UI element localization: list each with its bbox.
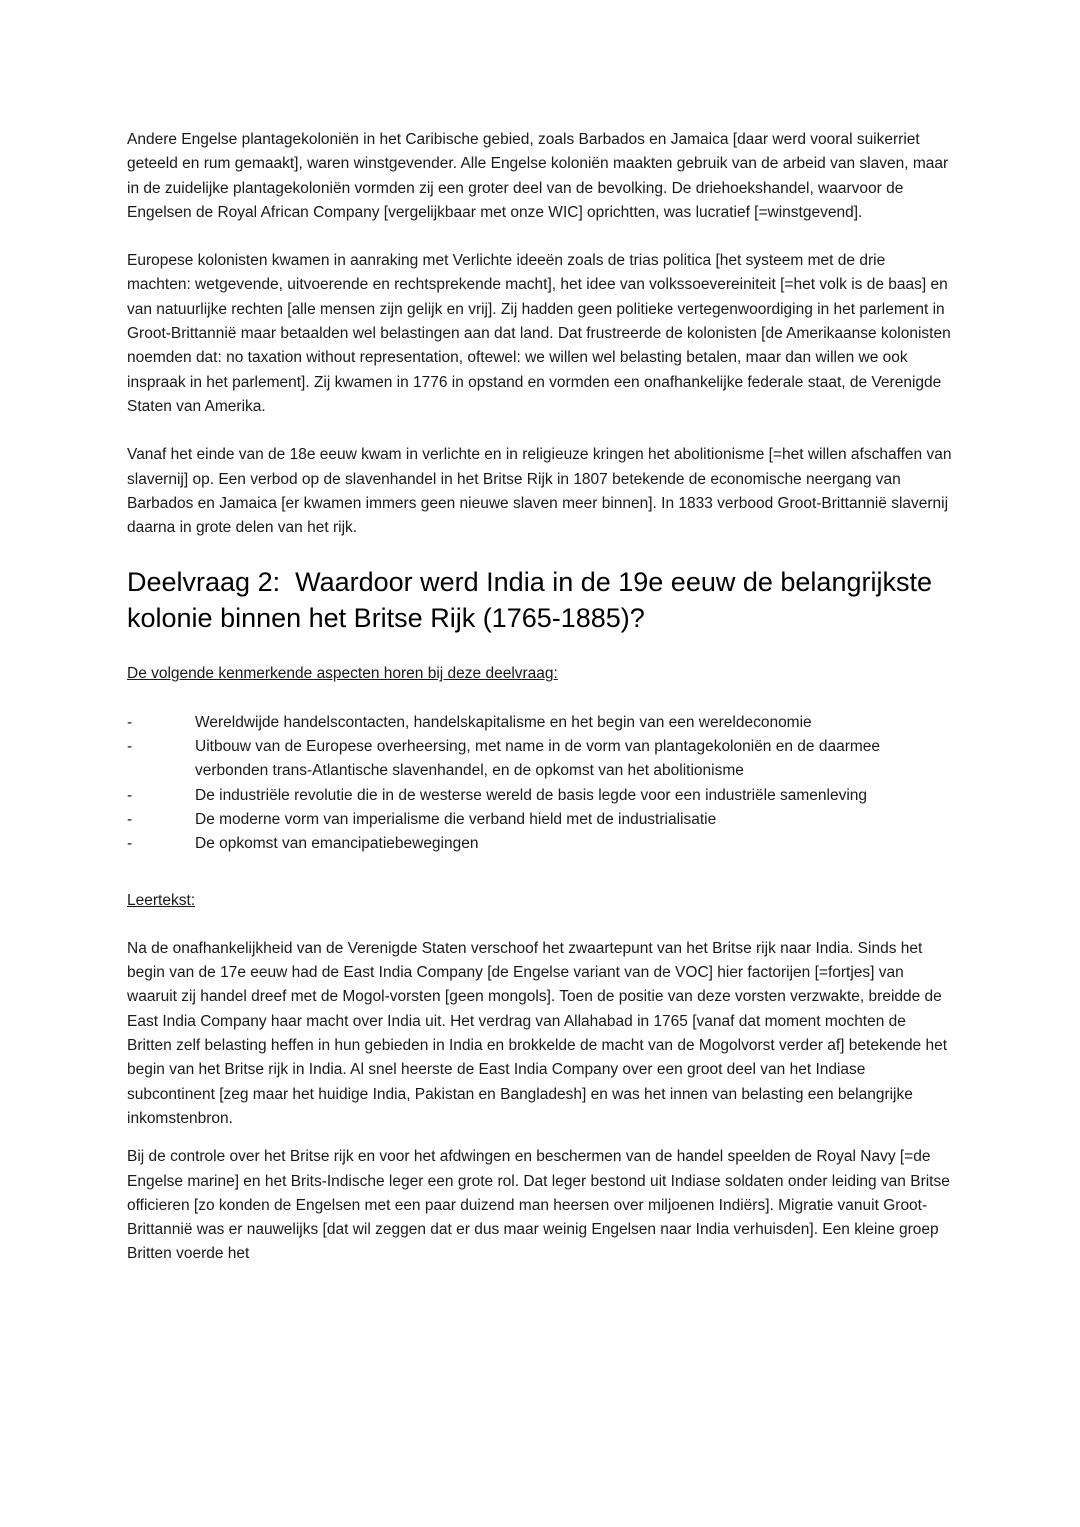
- bullet-dash: -: [127, 835, 133, 853]
- paragraph-enlightenment-colonists: Europese kolonisten kwamen in aanraking met Verlichte ideeën zoals de trias politica [het systeem met de drie machten: wetgevende, uitvoerende en rechtsprekende macht], het idee van volkssoevereiniteit [=het volk is de baas] en van natuurlijke rechten [alle mensen zijn gelijk en vrij]. Zij hadden geen politieke vertegenwoordiging in het parlement in Groot-Brittannië maar betaalden wel belastingen aan dat land. Dat frustreerde de kolonisten [de Amerikaanse kolonisten noemden dat: no taxation without representation, oftewel: we willen wel belasting betalen, maar dan willen we ook inspraak in het parlement]. Zij kwamen in 1776 in opstand en vormden een onafhankelijke federale staat, de Verenigde Staten van Amerika.: [127, 252, 951, 415]
- bullet-dash: -: [127, 786, 133, 804]
- bullet-dash: -: [127, 810, 133, 828]
- paragraph-east-india-company: Na de onafhankelijkheid van de Verenigde Staten verschoof het zwaartepunt van het Britse rijk naar India. Sinds het begin van de 17e eeuw had de East India Company [de Engelse variant van de VOC] hier factorijen [=fortjes] van waaruit zij handel dreef met de Mogol-vorsten [geen mongols]. Toen de positie van deze vorsten verzwakte, breidde de East India Company haar macht over India uit. Het verdrag van Allahabad in 1765 [vanaf dat moment mochten de Britten zelf belasting heffen in hun gebieden in India en brokkelde de macht van de Mogolvorst verder af] betekende het begin van het Britse rijk in India. Al snel heerste de East India Company over een groot deel van het Indiase subcontinent [zeg maar het huidige India, Pakistan en Bangladesh] en was het innen van belasting een belangrijke inkomstenbron.: [127, 939, 948, 1127]
- section-heading-deelvraag-2: Deelvraag 2: Waardoor werd India in de 19e eeuw de belangrijkste kolonie binnen het Britse Rijk (1765-1885)?: [127, 567, 940, 634]
- paragraph-abolitionism: Vanaf het einde van de 18e eeuw kwam in verlichte en in religieuze kringen het abolitionisme [=het willen afschaffen van slavernij] op. Een verbod op de slavenhandel in het Britse Rijk in 1807 betekende de economische neergang van Barbados en Jamaica [er kwamen immers geen nieuwe slaven meer binnen]. In 1833 verbood Groot-Brittannië slavernij daarna in grote delen van het rijk.: [127, 446, 952, 537]
- aspects-intro: De volgende kenmerkende aspecten horen bij deze deelvraag:: [127, 665, 558, 683]
- list-item: [127, 735, 952, 784]
- aspects-list: [127, 711, 952, 857]
- list-item-text: De industriële revolutie die in de westerse wereld de basis legde voor een industriële samenleving: [195, 786, 868, 804]
- paragraph-plantation-colonies: Andere Engelse plantagekoloniën in het Caribische gebied, zoals Barbados en Jamaica [daar werd vooral suikerriet geteeld en rum gemaakt], waren winstgevender. Alle Engelse koloniën maakten gebruik van de arbeid van slaven, maar in de zuidelijke plantagekoloniën vormden zij een groter deel van de bevolking. De driehoekshandel, waarvoor de Engelsen de Royal African Company [vergelijkbaar met onze WIC] oprichtten, was lucratief [=winstgevend].: [127, 131, 949, 221]
- list-item-text: De opkomst van emancipatiebewegingen: [195, 835, 479, 853]
- list-item-text: Uitbouw van de Europese overheersing, met name in de vorm van plantagekoloniën en de daarmee verbonden trans-Atlantische slavenhandel, en de opkomst van het abolitionisme: [195, 738, 881, 780]
- list-item: [127, 784, 952, 808]
- paragraph-royal-navy: Bij de controle over het Britse rijk en voor het afdwingen en beschermen van de handel speelden de Royal Navy [=de Engelse marine] en het Brits-Indische leger een grote rol. Dat leger bestond uit Indiase soldaten onder leiding van Britse officieren [zo konden de Engelsen met een paar duizend man heersen over miljoenen Indiërs]. Migratie vanuit Groot-Brittannië was er nauwelijks [dat wil zeggen dat er dus maar weinig Engelsen naar India verhuisden]. Een kleine groep Britten voerde het: [127, 1148, 950, 1263]
- bullet-dash: -: [127, 738, 133, 756]
- leertekst-label: Leertekst:: [127, 891, 196, 909]
- bullet-dash: -: [127, 713, 133, 731]
- list-item: [127, 711, 952, 735]
- list-item: [127, 832, 952, 856]
- list-item: [127, 808, 952, 832]
- list-item-text: Wereldwijde handelscontacten, handelskapitalisme en het begin van een wereldeconomie: [195, 713, 812, 731]
- list-item-text: De moderne vorm van imperialisme die verband hield met de industrialisatie: [195, 810, 717, 828]
